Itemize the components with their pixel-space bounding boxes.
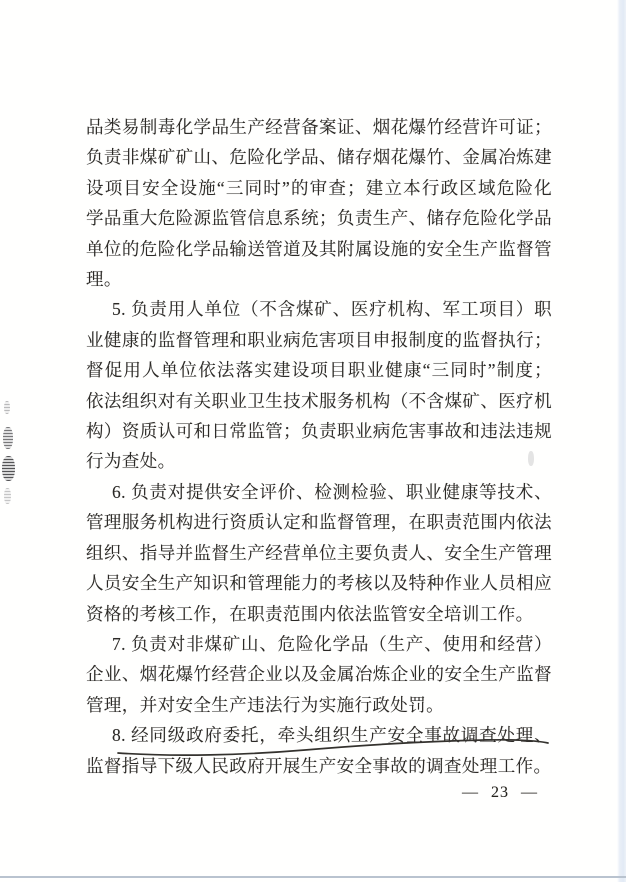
text-line: 单位的危险化学品输送管道及其附属设施的安全生产监督管: [86, 238, 552, 259]
text-line: 8. 经同级政府委托，牵头组织生产安全事故调查处理、: [112, 725, 552, 746]
text-line: 学品重大危险源监管信息系统；负责生产、储存危险化学品: [86, 208, 552, 229]
text-line: 行为查处。: [86, 451, 176, 472]
text-line: 管理服务机构进行资质认定和监督管理，在职责范围内依法: [86, 512, 552, 533]
text-line: 5. 负责用人单位（不含煤矿、医疗机构、军工项目）职: [112, 299, 552, 320]
scan-smudge: [3, 427, 13, 449]
scan-edge-right: [617, 0, 626, 882]
text-line: 依法组织对有关职业卫生技术服务机构（不含煤矿、医疗机: [86, 390, 552, 411]
text-line: 品类易制毒化学品生产经营备案证、烟花爆竹经营许可证；: [86, 117, 552, 137]
text-line: 组织、指导并监督生产经营单位主要负责人、安全生产管理: [86, 542, 552, 563]
text-line: 业健康的监督管理和职业病危害项目申报制度的监督执行；: [86, 329, 552, 350]
text-line: 构）资质认可和日常监管；负责职业病危害事故和违法违规: [86, 421, 552, 442]
scan-smudge: [528, 451, 534, 466]
scan-edge-bottom: [0, 876, 626, 878]
text-block: [86, 112, 552, 781]
text-line: 督促用人单位依法落实建设项目职业健康“三同时”制度；: [86, 360, 552, 381]
text-line: 7. 负责对非煤矿山、危险化学品（生产、使用和经营）: [112, 633, 552, 654]
text-line: 理。: [86, 269, 122, 290]
text-line: 设项目安全设施“三同时”的审查；建立本行政区域危险化: [86, 177, 552, 198]
text-line: 管理，并对安全生产违法行为实施行政处罚。: [86, 694, 444, 715]
page-number: — 23 —: [462, 784, 538, 801]
text-line: 6. 负责对提供安全评价、检测检验、职业健康等技术、: [112, 481, 552, 502]
text-line: 人员安全生产知识和管理能力的考核以及特种作业人员相应: [86, 573, 552, 594]
scan-smudge: [2, 456, 15, 481]
text-line: 负责非煤矿矿山、危险化学品、储存烟花爆竹、金属冶炼建: [86, 147, 552, 168]
text-line: 监督指导下级人民政府开展生产安全事故的调查处理工作。: [86, 755, 552, 776]
scan-smudge: [4, 401, 10, 414]
text-line: 企业、烟花爆竹经营企业以及金属冶炼企业的安全生产监督: [86, 664, 552, 685]
text-line: 资格的考核工作，在职责范围内依法监管安全培训工作。: [86, 603, 534, 624]
scan-smudge: [4, 488, 11, 504]
